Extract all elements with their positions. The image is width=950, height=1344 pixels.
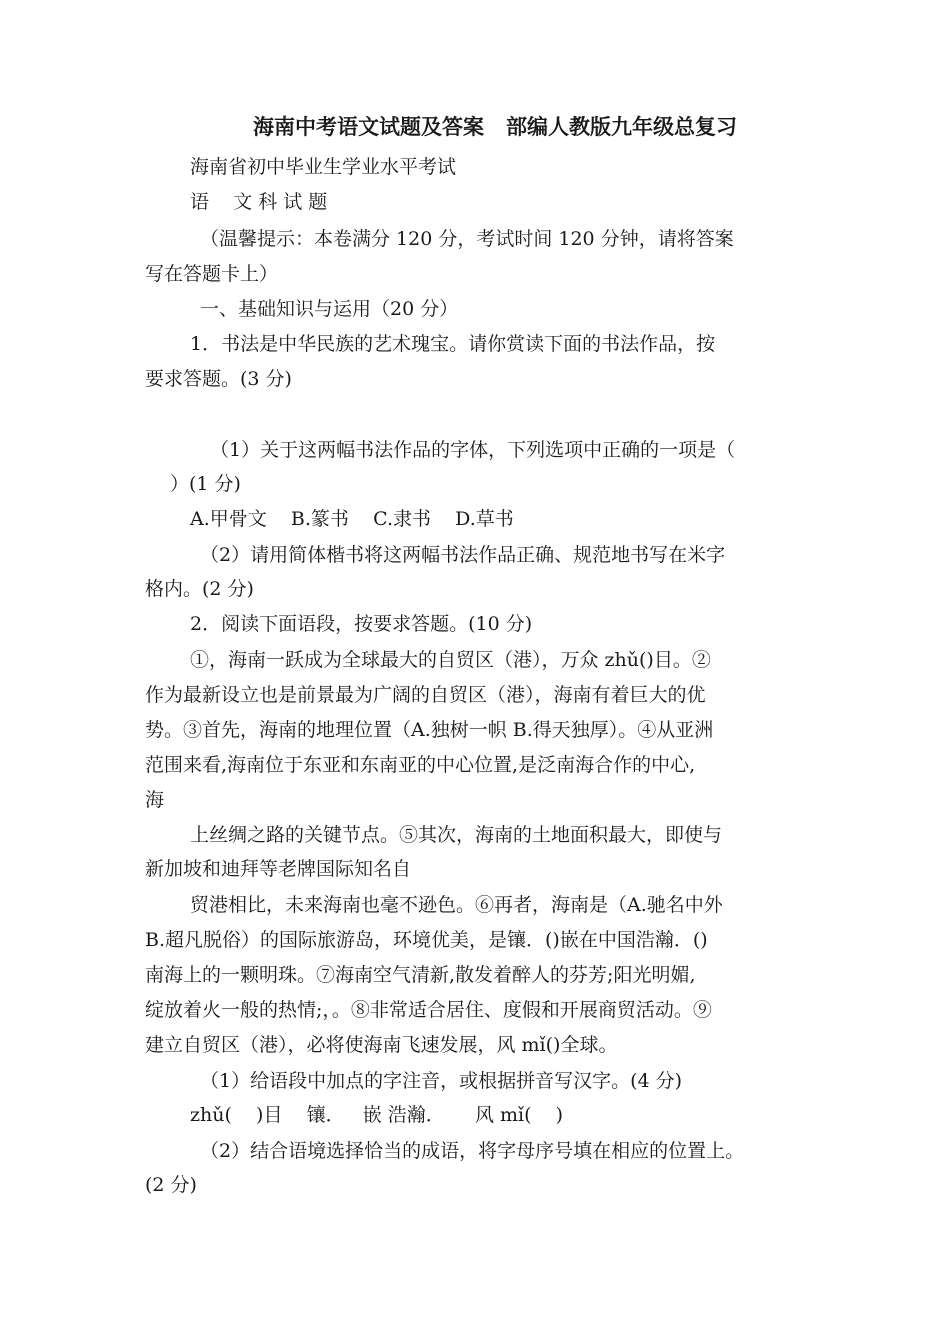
question-1-1-line: （1）关于这两幅书法作品的字体，下列选项中正确的一项是（ [210,439,736,461]
question-2-1-line: （1）给语段中加点的字注音，或根据拼音写汉字。(4 分) [200,1070,683,1092]
passage-line: 上丝绸之路的关键节点。⑤其次，海南的土地面积最大，即使与 [190,824,723,846]
passage-line: 海 [145,789,165,811]
passage-line: 新加坡和迪拜等老牌国际知名自 [145,858,412,880]
question-1-1-line-cont: ）(1 分) [170,473,241,495]
question-2-2-line-cont: (2 分) [145,1174,197,1196]
passage-line: 贸港相比，未来海南也毫不逊色。⑥再者，海南是（A.驰名中外 [190,894,723,916]
exam-name-line: 海南省初中毕业生学业水平考试 [190,156,457,178]
question-2-2-line: （2）结合语境选择恰当的成语，将字母序号填在相应的位置上。 [200,1140,745,1162]
section-heading: 一、基础知识与运用（20 分） [200,298,459,320]
question-1-2-line: （2）请用简体楷书将这两幅书法作品正确、规范地书写在米字 [200,544,726,566]
question-2-1-blanks: zhǔ( )目 镶． 嵌 浩瀚． 风 mǐ( ) [190,1104,564,1126]
question-2-line: 2．阅读下面语段，按要求答题。(10 分) [190,613,533,635]
passage-line: 范围来看,海南位于东亚和东南亚的中心位置,是泛南海合作的中心, [145,754,696,776]
passage-line: B.超凡脱俗）的国际旅游岛，环境优美，是镶．()嵌在中国浩瀚．() [145,929,708,951]
tip-line-cont: 写在答题卡上） [145,263,279,285]
passage-line: 绽放着火一般的热情;，。⑧非常适合居住、度假和开展商贸活动。⑨ [145,999,712,1021]
passage-line: 南海上的一颗明珠。⑦海南空气清新,散发着醉人的芬芳;阳光明媚, [145,964,696,986]
passage-line: 作为最新设立也是前景最为广阔的自贸区（港），海南有着巨大的优 [145,684,706,706]
question-1-2-line-cont: 格内。(2 分) [145,578,254,600]
question-1-line-cont: 要求答题。(3 分) [145,368,292,390]
passage-line: ①，海南一跃成为全球最大的自贸区（港），万众 zhǔ()目。② [190,649,711,671]
passage-line: 建立自贸区（港），必将使海南飞速发展，风 mǐ()全球。 [145,1034,618,1056]
passage-line: 势。③首先，海南的地理位置（A.独树一帜 B.得天独厚）。④从亚洲 [145,719,714,741]
subject-line: 语 文 科 试 题 [190,191,328,213]
document-title: 海南中考语文试题及答案 部编人教版九年级总复习 [253,115,737,139]
question-1-options: A.甲骨文 B.篆书 C.隶书 D.草书 [190,508,514,530]
tip-line: （温馨提示：本卷满分 120 分，考试时间 120 分钟，请将答案 [200,228,734,250]
question-1-line: 1．书法是中华民族的艺术瑰宝。请你赏读下面的书法作品，按 [190,333,716,355]
